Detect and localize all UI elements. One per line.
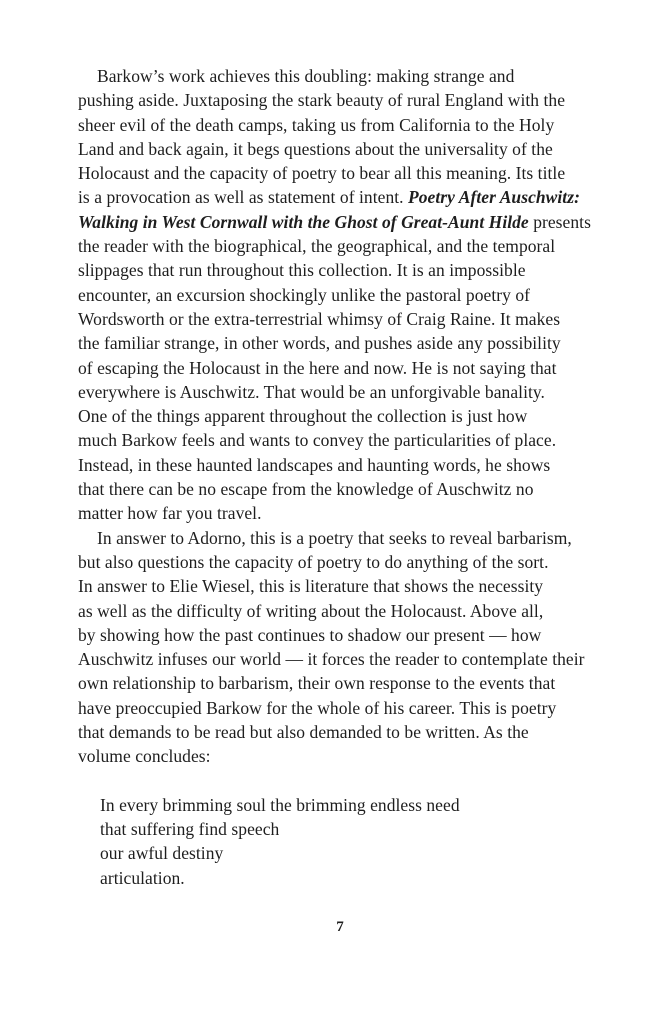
book-title-italic: Walking in West Cornwall with the Ghost of Great-Aunt Hilde xyxy=(78,211,529,232)
text-line: Barkow’s work achieves this doubling: making strange and xyxy=(97,66,515,86)
text-line: Walking in West Cornwall with the Ghost of Great-Aunt Hilde presents xyxy=(78,211,591,232)
paragraph-1 xyxy=(78,64,602,526)
text-line: the familiar strange, in other words, and pushes aside any possibility xyxy=(78,333,561,354)
text-line: by showing how the past continues to shadow our present — how xyxy=(78,624,542,645)
poem-quote xyxy=(78,793,602,890)
text-line: everywhere is Auschwitz. That would be an unforgivable banality. xyxy=(78,381,545,402)
text-line: One of the things apparent throughout the collection is just how xyxy=(78,406,528,427)
paragraph-2 xyxy=(78,526,602,769)
text-line: have preoccupied Barkow for the whole of his career. This is poetry xyxy=(78,697,557,718)
text-line: that there can be no escape from the knowledge of Auschwitz no xyxy=(78,479,534,500)
text-line: but also questions the capacity of poetry to do anything of the sort. xyxy=(78,551,549,572)
text-line: In answer to Elie Wiesel, this is literature that shows the necessity xyxy=(78,576,544,597)
text-line: our awful destiny xyxy=(100,843,224,864)
text-line: much Barkow feels and wants to convey the particularities of place. xyxy=(78,430,557,451)
text-line: Auschwitz infuses our world — it forces the reader to contemplate their xyxy=(78,649,585,670)
text-line: own relationship to barbarism, their own response to the events that xyxy=(78,673,556,694)
text-line: of escaping the Holocaust in the here and now. He is not saying that xyxy=(78,357,557,378)
text-line: Wordsworth or the extra-terrestrial whimsy of Craig Raine. It makes xyxy=(78,308,561,329)
text-line: encounter, an excursion shockingly unlike the pastoral poetry of xyxy=(78,284,531,305)
text-line: that suffering find speech xyxy=(100,818,280,839)
book-title-italic: Poetry After Auschwitz: xyxy=(408,187,580,208)
text-line: Instead, in these haunted landscapes and haunting words, he shows xyxy=(78,454,551,475)
text-line: the reader with the biographical, the geographical, and the temporal xyxy=(78,236,556,257)
text-line: is a provocation as well as statement of intent. Poetry After Auschwitz: xyxy=(78,187,580,208)
text-line: slippages that run throughout this collection. It is an impossible xyxy=(78,260,526,281)
text-line: Land and back again, it begs questions about the universality of the xyxy=(78,138,553,159)
text-line: as well as the difficulty of writing about the Holocaust. Above all, xyxy=(78,600,544,621)
text-line: In every brimming soul the brimming endless need xyxy=(100,794,460,815)
text-line: volume concludes: xyxy=(78,746,211,767)
text-line: articulation. xyxy=(100,867,185,888)
text-block xyxy=(78,64,602,937)
text-line: Holocaust and the capacity of poetry to bear all this meaning. Its title xyxy=(78,163,566,184)
text-line: In answer to Adorno, this is a poetry that seeks to reveal barbarism, xyxy=(97,527,572,548)
text-line: pushing aside. Juxtaposing the stark beauty of rural England with the xyxy=(78,90,566,111)
text-line: sheer evil of the death camps, taking us from California to the Holy xyxy=(78,114,555,135)
text-line: matter how far you travel. xyxy=(78,503,262,524)
page-number: 7 xyxy=(336,918,344,935)
text-line: that demands to be read but also demanded to be written. As the xyxy=(78,722,529,743)
